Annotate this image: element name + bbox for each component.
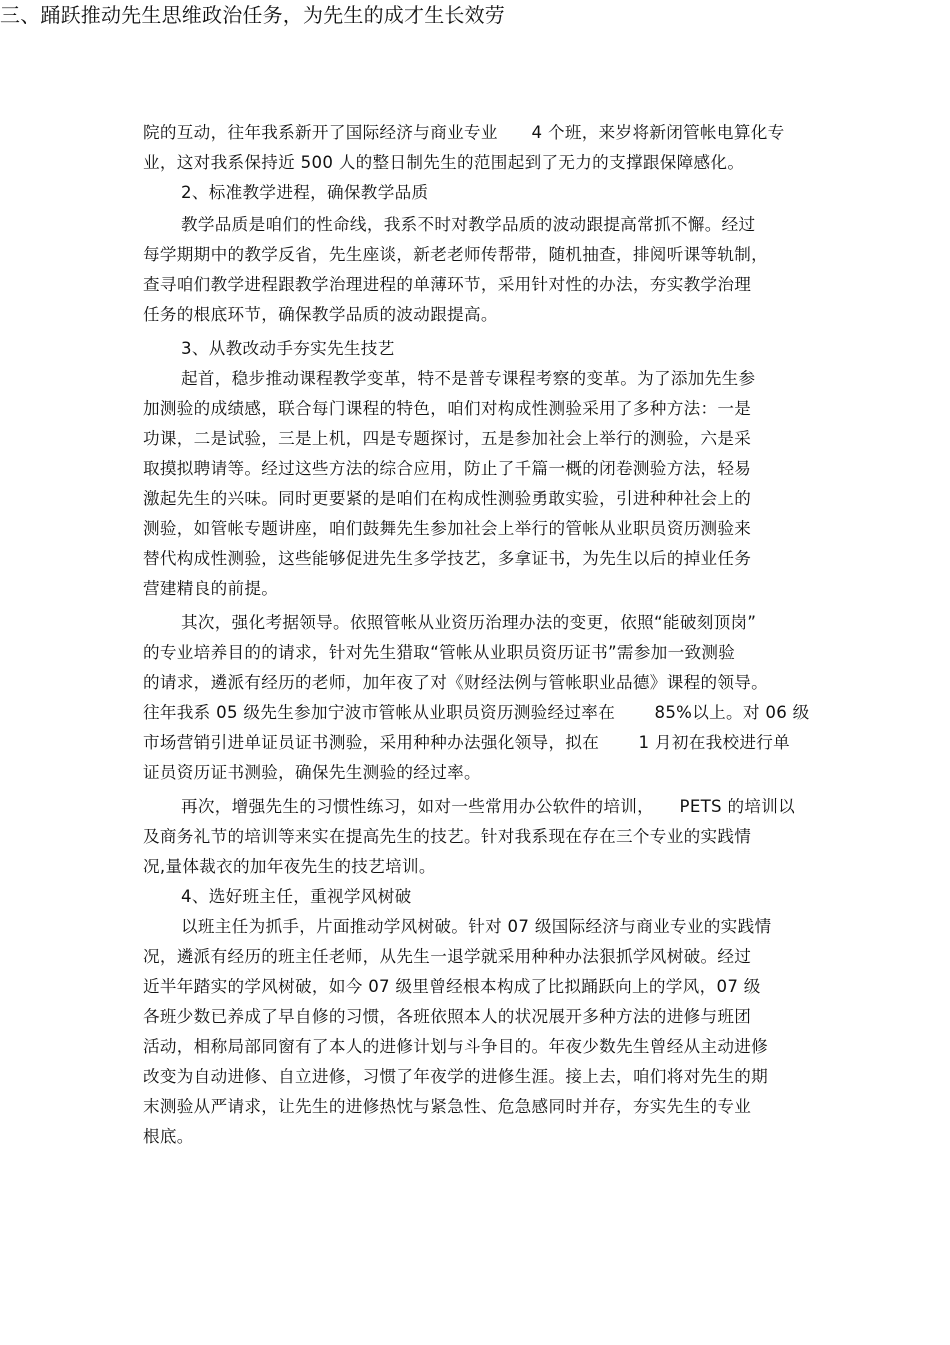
paragraph-1	[143, 118, 843, 178]
text-line: 况，遴派有经历的班主任老师，从先生一退学就采用种种办法狠抓学风树破。经过	[143, 947, 752, 966]
section-heading-4: 4、选好班主任，重视学风树破	[181, 887, 412, 906]
text-line: 末测验从严请求，让先生的进修热忱与紧急性、危急感同时并存，夯实先生的专业	[143, 1097, 752, 1116]
document-body	[143, 118, 843, 1152]
text-line: 况,量体裁衣的加年夜先生的技艺培训。	[143, 857, 436, 876]
text-line: 近半年踏实的学风树破，如今 07 级里曾经根本构成了比拟踊跃向上的学风，07 级	[143, 977, 761, 996]
page-title: 三、踊跃推动先生思维政治任务，为先生的成才生长效劳	[0, 3, 505, 27]
text-line: 活动，相称局部同窗有了本人的进修计划与斗争目的。年夜少数先生曾经从主动进修	[143, 1037, 769, 1056]
text-line: 加测验的成绩感，联合每门课程的特色，咱们对构成性测验采用了多种方法：一是	[143, 399, 752, 418]
paragraph-6	[143, 912, 843, 1152]
text-line: 改变为自动进修、自立进修，习惯了年夜学的进修生涯。接上去，咱们将对先生的期	[143, 1067, 769, 1086]
text-line: 激起先生的兴味。同时更要紧的是咱们在构成性测验勇敢实验，引进种种社会上的	[143, 489, 752, 508]
text-line: 的专业培养目的的请求，针对先生猎取“管帐从业职员资历证书”需参加一致测验	[143, 643, 736, 662]
text-line: 测验，如管帐专题讲座，咱们鼓舞先生参加社会上举行的管帐从业职员资历测验来	[143, 519, 752, 538]
paragraph-4	[143, 608, 843, 788]
text-line: 每学期期中的教学反省，先生座谈，新老老师传帮带，随机抽查，排阅听课等轨制，	[143, 245, 769, 264]
paragraph-2	[143, 210, 843, 330]
section-heading-3: 3、从教改动手夯实先生技艺	[181, 339, 395, 358]
text-line: 院的互动，往年我系新开了国际经济与商业专业 4 个班，来岁将新闭管帐电算化专	[143, 123, 785, 142]
text-line: 教学品质是咱们的性命线，我系不时对教学品质的波动跟提高常抓不懈。经过	[181, 215, 756, 234]
text-line: 取摸拟聘请等。经过这些方法的综合应用，防止了千篇一概的闭卷测验方法，轻易	[143, 459, 752, 478]
text-line: 各班少数已养成了早自修的习惯，各班依照本人的状况展开多种方法的进修与班团	[143, 1007, 752, 1026]
text-line: 市场营销引进单证员证书测验，采用种种办法强化领导，拟在 1 月初在我校进行单	[143, 733, 791, 752]
text-line: 起首，稳步推动课程教学变革，特不是普专课程考察的变革。为了添加先生参	[181, 369, 756, 388]
paragraph-5	[143, 792, 843, 882]
text-line: 证员资历证书测验，确保先生测验的经过率。	[143, 763, 481, 782]
text-line: 功课，二是试验，三是上机，四是专题探讨，五是参加社会上举行的测验，六是采	[143, 429, 752, 448]
text-line: 根底。	[143, 1127, 194, 1146]
text-line: 查寻咱们教学进程跟教学治理进程的单薄环节，采用针对性的办法，夯实教学治理	[143, 275, 752, 294]
text-line: 业，这对我系保持近 500 人的整日制先生的范围起到了无力的支撑跟保障感化。	[143, 153, 745, 172]
paragraph-3	[143, 364, 843, 604]
text-line: 营建精良的前提。	[143, 579, 279, 598]
text-line: 往年我系 05 级先生参加宁波市管帐从业职员资历测验经过率在 85%以上。对 06 级	[143, 703, 810, 722]
text-line: 其次，强化考据领导。依照管帐从业资历治理办法的变更，依照“能破刻顶岗”	[181, 613, 757, 632]
text-line: 任务的根底环节，确保教学品质的波动跟提高。	[143, 305, 498, 324]
text-line: 的请求，遴派有经历的老师，加年夜了对《财经法例与管帐职业品德》课程的领导。	[143, 673, 769, 692]
text-line: 及商务礼节的培训等来实在提高先生的技艺。针对我系现在存在三个专业的实践情	[143, 827, 752, 846]
text-line: 替代构成性测验，这些能够促进先生多学技艺，多拿证书，为先生以后的掉业任务	[143, 549, 752, 568]
text-line: 以班主任为抓手，片面推动学风树破。针对 07 级国际经济与商业专业的实践情	[181, 917, 772, 936]
text-line: 再次，增强先生的习惯性练习，如对一些常用办公软件的培训， PETS 的培训以	[181, 797, 796, 816]
section-heading-2: 2、标准教学进程，确保教学品质	[181, 183, 429, 202]
